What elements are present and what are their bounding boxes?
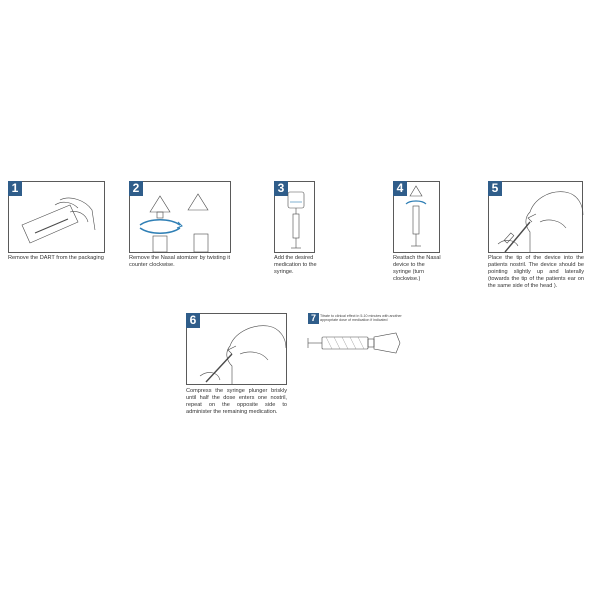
step-1-caption: Remove the DART from the packaging <box>8 255 104 261</box>
step-1-number: 1 <box>8 181 22 196</box>
step-2-caption: Remove the Nasal atomizer by twisting it counter clockwise. <box>129 255 231 268</box>
step-5-caption: Place the tip of the device into the patients nostril. The device should be pointing slightly up and laterally (towards the tip of the patients ear on the same side of the head ). <box>488 255 584 289</box>
step-7-number: 7 <box>308 313 319 324</box>
step-7-caption: Titrate to clinical effect in 5-10 minutes with another appropriate dose of medication if indicated <box>320 314 402 323</box>
step-5-number: 5 <box>488 181 502 196</box>
step-6-number: 6 <box>186 313 200 328</box>
step-4-caption: Reattach the Nasal device to the syringe (turn clockwise.) <box>393 255 441 282</box>
step-3-number: 3 <box>274 181 288 196</box>
step-6-caption: Compress the syringe plunger briskly until half the dose enters one nostril, repeat on the opposite side to administer the remaining medication. <box>186 388 287 415</box>
step-2-number: 2 <box>129 181 143 196</box>
step-3-caption: Add the desired medication to the syringe. <box>274 255 317 275</box>
step-4-number: 4 <box>393 181 407 196</box>
